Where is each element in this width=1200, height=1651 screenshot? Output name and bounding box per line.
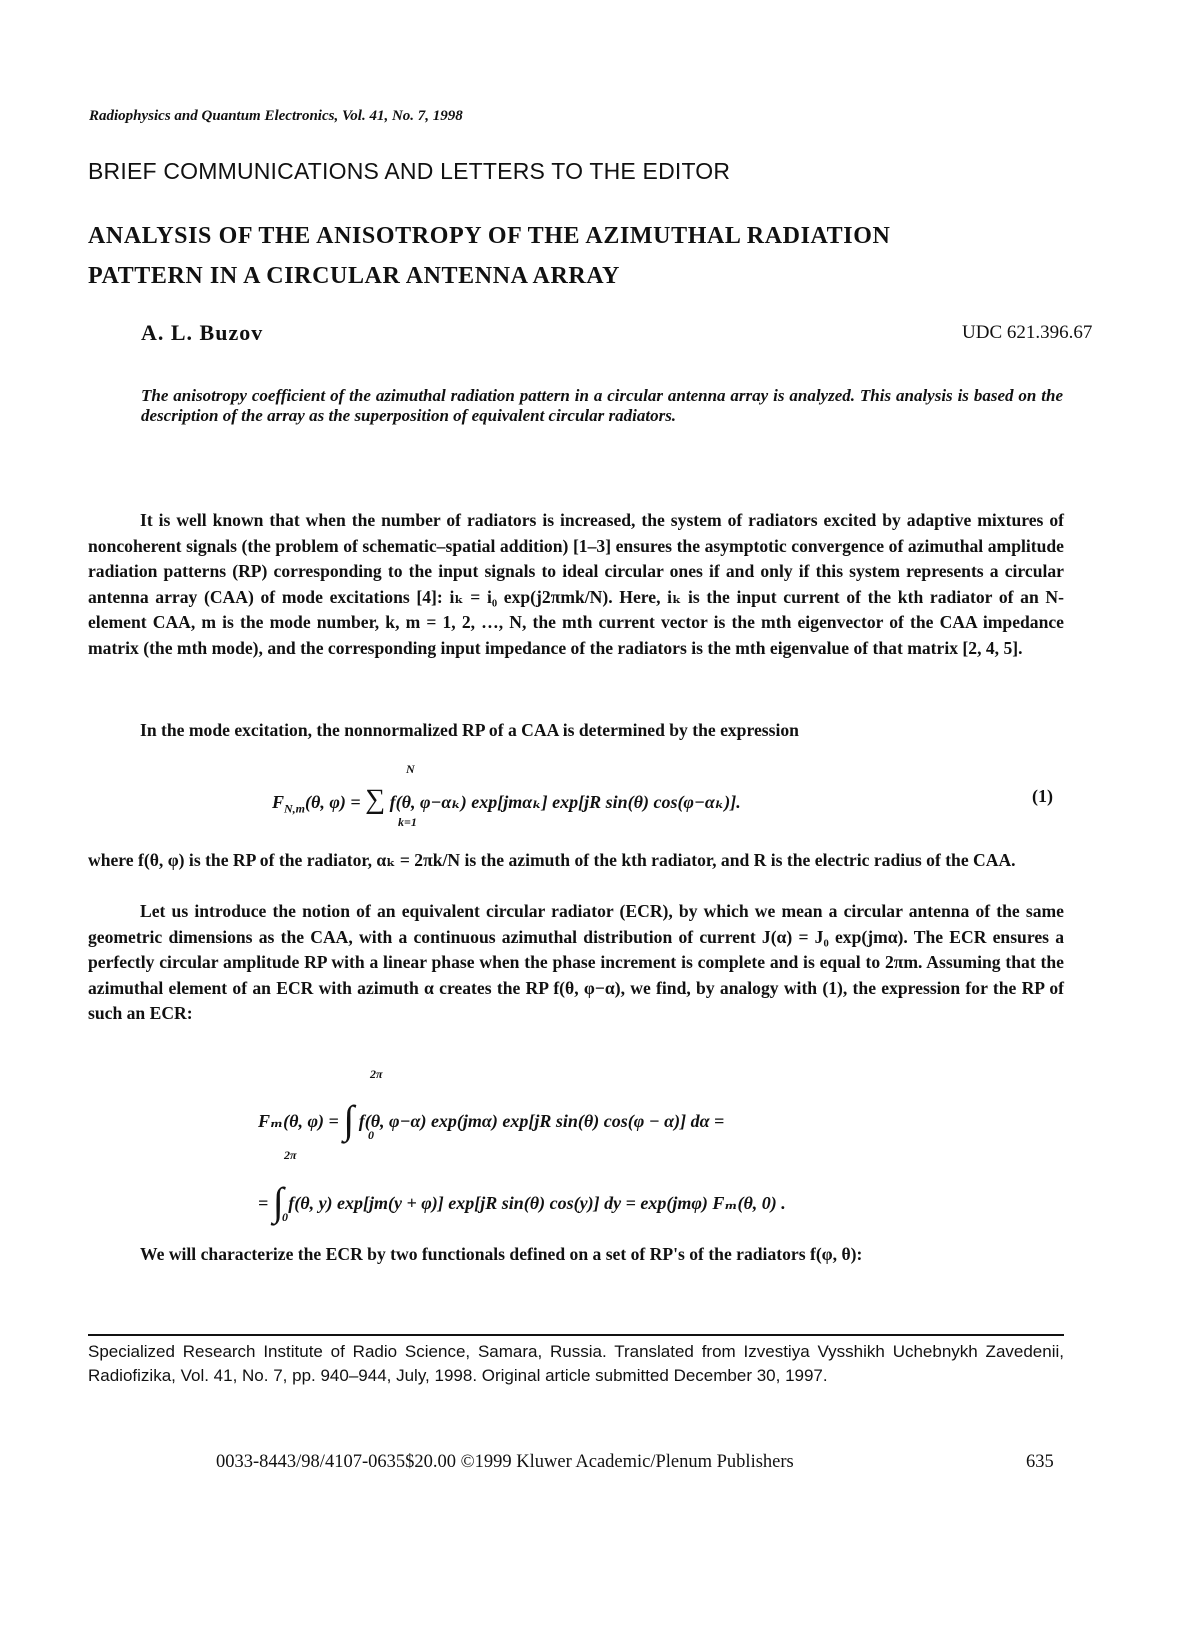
paragraph-ecr-definition: Let us introduce the notion of an equivalent circular radiator (ECR), by which we mean a circular antenna of the same geometric dimensions as the CAA, with a continuous azimuthal distribution of current J(α) = J₀ exp(jmα). The ECR ensures a perfectly circular amplitude RP with a linear phase when the phase increment is complete and is equal to 2πm. Assuming that the azimuthal element of an ECR with azimuth α creates the RP f(θ, φ−α), we find, by analogy with (1), the expression for the RP of such an ECR: — [88, 901, 1064, 1024]
eq1-number: (1) — [1032, 786, 1053, 806]
section-heading: BRIEF COMMUNICATIONS AND LETTERS TO THE EDITOR — [88, 158, 731, 184]
eq1-rhs: f(θ, φ−αₖ) exp[jmαₖ] exp[jR sin(θ) cos(φ−αₖ)]. — [389, 792, 741, 812]
eq1-sum-lower-limit: k=1 — [398, 815, 417, 829]
eq1-lhs-args: (θ, φ) = — [305, 792, 361, 812]
eq3-integral-upper-limit: 2π — [284, 1148, 297, 1162]
abstract: The anisotropy coefficient of the azimuthal radiation pattern in a circular antenna array is analyzed. This analysis is based on the description of the array as the superposition of equivalent circular radiators. — [141, 386, 1063, 425]
equation-3 — [258, 1172, 786, 1224]
eq2-integral-lower-limit: 0 — [368, 1128, 374, 1142]
eq1-lhs-main: F — [272, 792, 285, 812]
eq1-sum-symbol: ∑ — [365, 784, 386, 815]
eq2-rhs: f(θ, φ−α) exp(jmα) exp[jR sin(θ) cos(φ − α)] dα = — [358, 1111, 725, 1131]
eq2-integral-symbol: ∫ — [343, 1097, 355, 1142]
paragraph-functionals: We will characterize the ECR by two functionals defined on a set of RP's of the radiators f(φ, θ): — [140, 1244, 863, 1264]
page-number: 635 — [1026, 1452, 1054, 1472]
eq3-integral-lower-limit: 0 — [282, 1210, 288, 1224]
equation-1 — [272, 784, 741, 817]
paragraph-where: where f(θ, φ) is the RP of the radiator, αₖ = 2πk/N is the azimuth of the kth radiator, and R is the electric radius of the CAA. — [88, 850, 1016, 870]
author-name: A. L. Buzov — [141, 320, 264, 345]
udc-code: UDC 621.396.67 — [962, 322, 1093, 343]
eq1-lhs-sub: N,m — [284, 801, 306, 816]
footnote: Specialized Research Institute of Radio Science, Samara, Russia. Translated from Izvestiya Vysshikh Uchebnykh Zavedenii, Radiofizika, Vol. 41, No. 7, pp. 940–944, July, 1998. Original article submitted December 30, 1997. — [88, 1342, 1064, 1385]
paragraph-mode-excitation: In the mode excitation, the nonnormalized RP of a CAA is determined by the expression — [140, 720, 799, 740]
title-line-2: PATTERN IN A CIRCULAR ANTENNA ARRAY — [88, 263, 620, 289]
eq3-rhs: f(θ, y) exp[jm(y + φ)] exp[jR sin(θ) cos(y)] dy = exp(jmφ) Fₘ(θ, 0) . — [288, 1193, 786, 1213]
journal-header: Radiophysics and Quantum Electronics, Vol. 41, No. 7, 1998 — [89, 108, 463, 124]
footnote-rule — [88, 1334, 1064, 1336]
eq1-sum-upper-limit: N — [406, 762, 415, 776]
eq2-lhs: Fₘ(θ, φ) = — [258, 1111, 339, 1131]
paragraph-intro: It is well known that when the number of radiators is increased, the system of radiators excited by adaptive mixtures of noncoherent signals (the problem of schematic–spatial addition) [1–3] ensures the asymptotic convergence of azimuthal amplitude radiation patterns (RP) corresponding to the input signals to ideal circular ones if and only if this system represents a circular antenna array (CAA) of mode excitations [4]: iₖ = i₀ exp(j2πmk/N). Here, iₖ is the input current of the kth radiator of an N-element CAA, m is the mode number, k, m = 1, 2, …, N, the mth current vector is the mth eigenvector of the CAA impedance matrix (the mth mode), and the corresponding input impedance of the radiators is the mth eigenvalue of that matrix [2, 4, 5]. — [88, 510, 1064, 658]
article-title — [88, 216, 1088, 296]
eq2-integral-upper-limit: 2π — [370, 1067, 383, 1081]
eq3-lhs: = — [258, 1193, 269, 1213]
title-line-1: ANALYSIS OF THE ANISOTROPY OF THE AZIMUTHAL RADIATION — [88, 223, 891, 249]
equation-2 — [258, 1090, 725, 1142]
copyright-line: 0033-8443/98/4107-0635$20.00 ©1999 Kluwer Academic/Plenum Publishers — [216, 1452, 794, 1472]
eq3-integral-symbol: ∫ — [272, 1179, 284, 1224]
